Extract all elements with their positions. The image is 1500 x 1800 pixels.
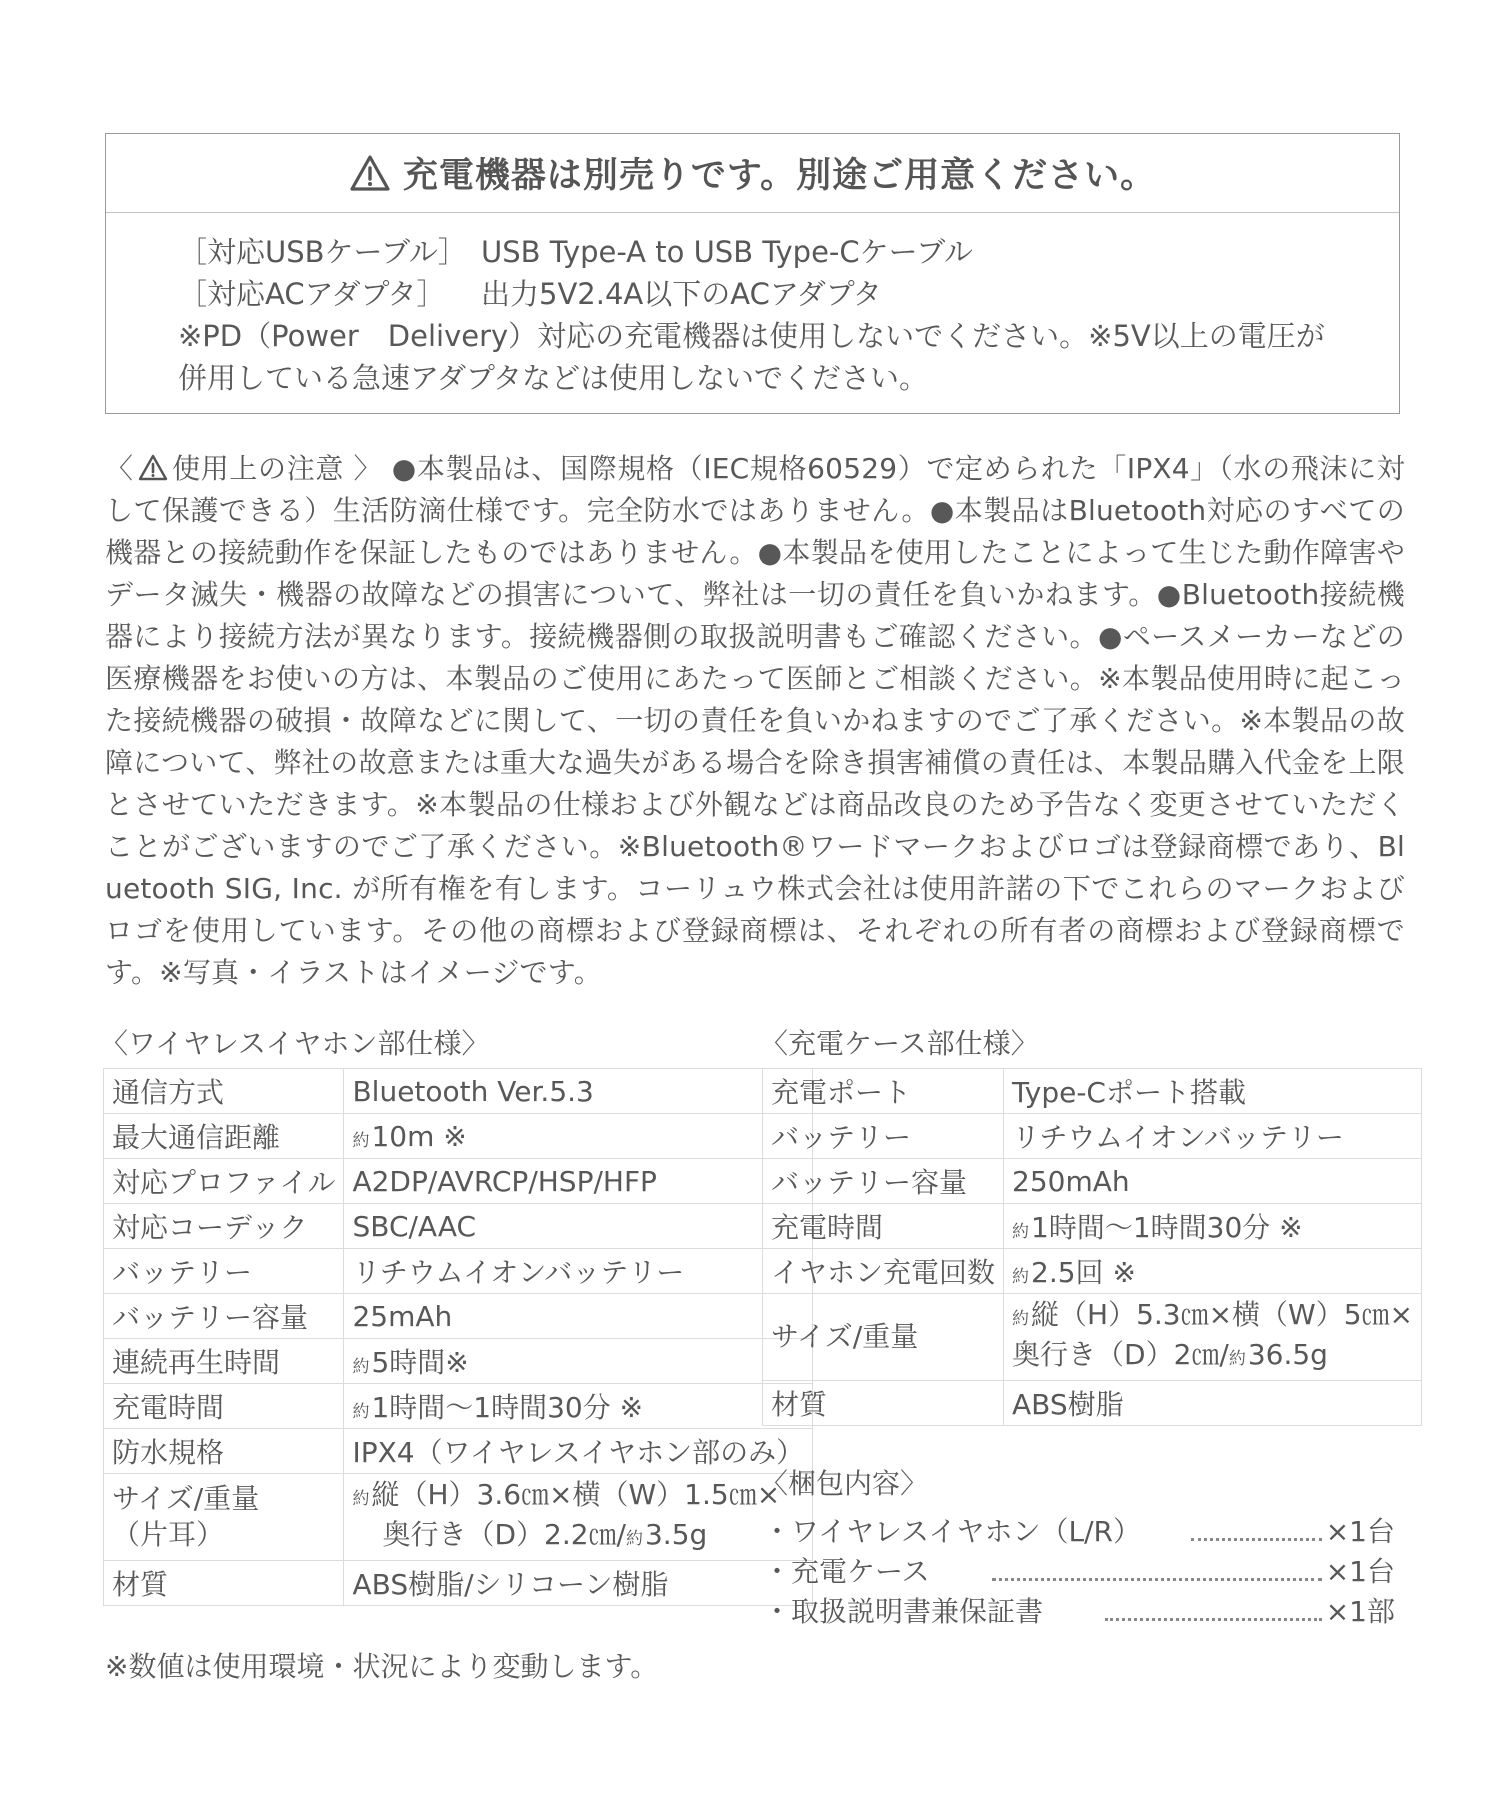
spec-row <box>763 1204 1422 1249</box>
spec-value-text: 10m ※ <box>371 1119 467 1153</box>
spec-value <box>1004 1204 1422 1249</box>
spec-key: 充電ポート <box>763 1069 1004 1114</box>
approx-mark: 約 <box>352 1357 370 1377</box>
approx-mark: 約 <box>1228 1349 1246 1369</box>
spec-row <box>763 1381 1422 1426</box>
spec-key: イヤホン充電回数 <box>763 1249 1004 1294</box>
spec-value <box>344 1159 813 1204</box>
spec-row <box>763 1249 1422 1294</box>
notice-header <box>106 134 1399 213</box>
approx-mark: 約 <box>352 1130 370 1151</box>
spec-value-text: 縦（H）3.6㎝×横（W）1.5㎝× <box>371 1478 781 1511</box>
spec-key: バッテリー容量 <box>763 1159 1004 1204</box>
spec-value: ABS樹脂/シリコーン樹脂 <box>344 1561 813 1606</box>
earphone-spec-table <box>103 1068 813 1606</box>
packing-item <box>763 1510 1395 1550</box>
footnote: ※数値は使用環境・状況により変動します。 <box>105 1650 659 1683</box>
caution-paragraph <box>105 448 1405 994</box>
spec-row <box>763 1069 1422 1114</box>
packing-item-name: ・取扱説明書兼保証書 <box>763 1595 1044 1628</box>
spec-key: 充電時間 <box>104 1384 344 1429</box>
spec-value <box>344 1069 813 1114</box>
spec-key: バッテリー <box>104 1249 344 1294</box>
spec-value-line <box>352 1477 804 1517</box>
spec-row <box>763 1294 1422 1381</box>
packing-list <box>763 1510 1395 1630</box>
spec-value-text: IPX4（ワイヤレスイヤホン部のみ） <box>352 1436 805 1469</box>
packing-item <box>763 1590 1395 1630</box>
packing-item <box>763 1550 1395 1590</box>
spec-value-line <box>352 1517 804 1557</box>
spec-row <box>104 1294 813 1339</box>
spec-value-text: 1時間〜1時間30分 ※ <box>371 1391 644 1424</box>
spec-value <box>344 1384 813 1429</box>
spec-key: 連続再生時間 <box>104 1339 344 1384</box>
spec-value-text: 1時間〜1時間30分 ※ <box>1031 1211 1303 1244</box>
spec-row <box>104 1069 813 1114</box>
spec-value-text: A2DP/AVRCP/HSP/HFP <box>352 1164 657 1198</box>
spec-row <box>104 1159 813 1204</box>
leader-dots <box>1105 1618 1322 1621</box>
approx-mark: 約 <box>1012 1222 1030 1242</box>
notice-title: 充電機器は別売りです。別途ご用意ください。 <box>402 156 1157 196</box>
spec-key: 材質 <box>763 1381 1004 1426</box>
spec-value <box>344 1294 813 1339</box>
spec-key-text: サイズ/重量 <box>771 1320 919 1353</box>
notice-body <box>106 213 1399 399</box>
spec-value-text: Type-Cポート搭載 <box>1012 1076 1246 1109</box>
spec-key: 対応プロファイル <box>104 1159 344 1204</box>
spec-value-text: 奥行き（D）2㎝/ <box>1012 1338 1229 1371</box>
spec-key: 材質 <box>104 1561 344 1606</box>
spec-value-line <box>1012 1297 1413 1337</box>
packing-title: 〈梱包内容〉 <box>760 1467 929 1500</box>
approx-mark: 約 <box>352 1489 370 1509</box>
packing-item-name: ・充電ケース <box>763 1555 930 1588</box>
approx-mark: 約 <box>1012 1309 1030 1329</box>
spec-value-text: 25mAh <box>352 1299 453 1333</box>
spec-value: ABS樹脂 <box>1004 1381 1422 1426</box>
notice-row-value: 出力5V2.4A以下のACアダプタ <box>481 277 882 311</box>
spec-value <box>344 1114 813 1159</box>
caution-title: 使用上の注意 〉 <box>171 452 383 485</box>
notice-row-label: ［対応USBケーブル］ <box>178 235 467 269</box>
spec-key <box>763 1294 1004 1381</box>
notice-note-line: ※PD（Power Delivery）対応の充電機器は使用しないでください。※5V以上の電圧が <box>178 319 1325 353</box>
notice-note-line: 併用している急速アダプタなどは使用しないでください。 <box>178 361 928 395</box>
spec-value <box>344 1339 813 1384</box>
spec-value <box>344 1474 813 1561</box>
spec-key-line: （片耳） <box>112 1518 225 1551</box>
spec-row <box>104 1339 813 1384</box>
spec-value-text: リチウムイオンバッテリー <box>352 1256 685 1289</box>
caution-open-bracket: 〈 <box>105 452 134 485</box>
spec-key: 防水規格 <box>104 1429 344 1474</box>
spec-row <box>763 1114 1422 1159</box>
spec-key: 最大通信距離 <box>104 1114 344 1159</box>
spec-value <box>1004 1249 1422 1294</box>
approx-mark: 約 <box>352 1402 370 1422</box>
earphone-spec-title: 〈ワイヤレスイヤホン部仕様〉 <box>100 1027 490 1060</box>
spec-value <box>344 1204 813 1249</box>
spec-row <box>104 1561 813 1606</box>
case-spec-table <box>762 1068 1422 1426</box>
spec-value <box>1004 1114 1422 1159</box>
packing-item-name: ・ワイヤレスイヤホン（L/R） <box>763 1515 1141 1548</box>
spec-row <box>104 1429 813 1474</box>
notice-row <box>178 273 1399 315</box>
spec-key-line: サイズ/重量 <box>112 1482 260 1515</box>
spec-key: 通信方式 <box>104 1069 344 1114</box>
leader-dots <box>992 1578 1322 1581</box>
spec-value-text: Bluetooth Ver.5.3 <box>352 1074 594 1108</box>
spec-value <box>344 1429 813 1474</box>
spec-value-text: 250mAh <box>1012 1164 1130 1198</box>
notice-row <box>178 231 1399 273</box>
spec-key: バッテリー容量 <box>104 1294 344 1339</box>
spec-value-text: 5時間※ <box>371 1346 469 1379</box>
approx-mark: 約 <box>1012 1267 1030 1287</box>
warning-icon <box>138 454 168 481</box>
leader-dots <box>1191 1538 1322 1541</box>
spec-key: 充電時間 <box>763 1204 1004 1249</box>
packing-item-qty: ×1台 <box>1325 1515 1395 1548</box>
approx-mark: 約 <box>625 1529 643 1549</box>
spec-value <box>1004 1294 1422 1381</box>
spec-value <box>344 1249 813 1294</box>
packing-item-qty: ×1台 <box>1325 1555 1395 1588</box>
packing-item-qty: ×1部 <box>1325 1595 1395 1628</box>
spec-value-line <box>1012 1337 1413 1377</box>
spec-key: バッテリー <box>763 1114 1004 1159</box>
spec-key: 対応コーデック <box>104 1204 344 1249</box>
spec-value <box>1004 1069 1422 1114</box>
caution-text: ●本製品は、国際規格（IEC規格60529）で定められた「IPX4」（水の飛沫に対して保護できる）生活防滴仕様です。完全防水ではありません。●本製品はBluetooth対応のすべての機器との接続動作を保証したものではありません。●本製品を使用したことによって生じた動作障害やデータ滅失・機器の故障などの損害について、弊社は一切の責任を負いかねます。●Bluetooth接続機器により接続方法が異なります。接続機器側の取扱説明書もご確認ください。●ペースメーカーなどの医療機器をお使いの方は、本製品のご使用にあたって医師とご相談ください。※本製品使用時に起こった接続機器の破損・故障などに関して、一切の責任を負いかねますのでご了承ください。※本製品の故障について、弊社の故意または重大な過失がある場合を除き損害補償の責任は、本製品購入代金を上限とさせていただきます。※本製品の仕様および外観などは商品改良のため予告なく変更させていただくことがございますのでご了承ください。※Bluetooth®ワードマークおよびロゴは登録商標であり、Bluetooth SIG, Inc. が所有権を有します。コーリュウ株式会社は使用許諾の下でこれらのマークおよびロゴを使用しています。その他の商標および登録商標は、それぞれの所有者の商標および登録商標です。※写真・イラストはイメージです。 <box>105 452 1405 989</box>
notice-box <box>105 133 1400 414</box>
spec-value-text: 2.5回 ※ <box>1031 1256 1136 1289</box>
spec-value-text: SBC/AAC <box>352 1209 477 1243</box>
spec-value-text: 縦（H）5.3㎝×横（W）5㎝× <box>1031 1298 1414 1331</box>
spec-key <box>104 1474 344 1561</box>
spec-row <box>104 1474 813 1561</box>
spec-value-text: リチウムイオンバッテリー <box>1012 1121 1344 1154</box>
notice-row-label: ［対応ACアダプタ］ <box>178 277 446 311</box>
spec-value-text: 3.5g <box>644 1518 708 1551</box>
spec-row <box>104 1384 813 1429</box>
spec-value-text: 奥行き（D）2.2㎝/ <box>382 1518 626 1551</box>
spec-value-text: 36.5g <box>1247 1338 1328 1371</box>
warning-icon <box>349 154 391 192</box>
spec-row <box>104 1114 813 1159</box>
notice-row-value: USB Type-A to USB Type-Cケーブル <box>481 235 974 269</box>
spec-value <box>1004 1159 1422 1204</box>
case-spec-title: 〈充電ケース部仕様〉 <box>760 1027 1039 1060</box>
spec-row <box>104 1249 813 1294</box>
spec-row <box>104 1204 813 1249</box>
spec-row <box>763 1159 1422 1204</box>
